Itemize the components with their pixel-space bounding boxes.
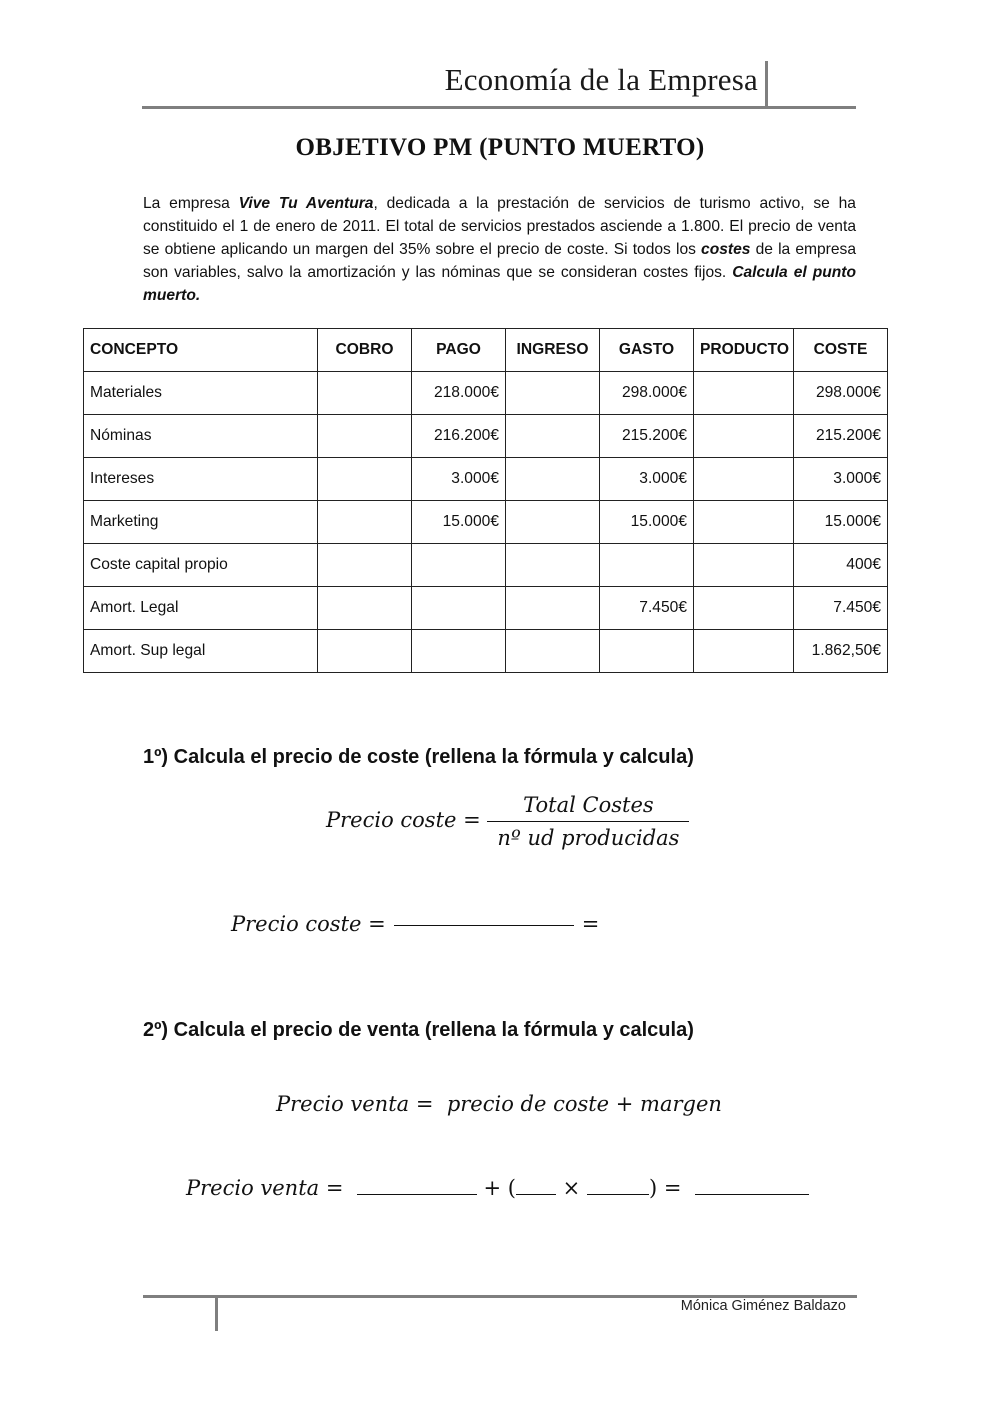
cost-table <box>83 328 888 673</box>
cost-price-fill-in <box>231 912 599 936</box>
table-cell <box>318 415 412 458</box>
table-cell: Intereses <box>84 458 318 501</box>
intro-text-2: , dedicada a la prestación de servicios de turismo activo, se ha constituido el 1 de enero de 2011. El total de servicios prestados asciende a 1.800. El precio de venta se obtiene aplicando un margen del 35% sobre el precio de coste. Si todos los <box>143 195 856 258</box>
question-2-heading: 2º) Calcula el precio de venta (rellena la fórmula y calcula) <box>143 1019 694 1041</box>
table-cell: 400€ <box>794 544 888 587</box>
table-cell: 3.000€ <box>600 458 694 501</box>
table-cell <box>694 372 794 415</box>
column-header: PRODUCTO <box>694 329 794 372</box>
table-cell: Marketing <box>84 501 318 544</box>
table-cell: 298.000€ <box>600 372 694 415</box>
table-cell: Amort. Sup legal <box>84 630 318 673</box>
sale-price-formula <box>276 1092 722 1116</box>
table-cell: 15.000€ <box>794 501 888 544</box>
table-cell <box>318 458 412 501</box>
times-sign: × <box>562 1176 581 1200</box>
table-cell <box>506 415 600 458</box>
table-row <box>84 415 888 458</box>
table-header-row <box>84 329 888 372</box>
formula-rhs: precio de coste + margen <box>446 1092 722 1116</box>
document-title: OBJETIVO PM (PUNTO MUERTO) <box>295 134 705 161</box>
table-cell <box>318 630 412 673</box>
intro-text-1: La empresa <box>143 195 239 212</box>
table-row <box>84 501 888 544</box>
header-rule <box>142 106 856 109</box>
column-header: CONCEPTO <box>84 329 318 372</box>
table-cell <box>412 630 506 673</box>
table-cell <box>506 458 600 501</box>
fraction-numerator: Total Costes <box>487 793 689 822</box>
table-cell <box>694 458 794 501</box>
company-name: Vive Tu Aventura <box>238 195 374 212</box>
table-row <box>84 630 888 673</box>
table-cell <box>600 544 694 587</box>
table-cell <box>412 544 506 587</box>
table-cell <box>318 372 412 415</box>
formula-fraction <box>487 793 689 850</box>
task-text: Calcula el punto muerto. <box>143 264 856 304</box>
table-row <box>84 587 888 630</box>
header-title: Economía de la Empresa <box>444 62 758 97</box>
sale-price-fill-in <box>186 1176 809 1200</box>
costes-word: costes <box>701 241 751 258</box>
formula-lhs: Precio coste = <box>326 808 481 832</box>
fraction-denominator: nº ud producidas <box>497 826 680 850</box>
table-cell: 1.862,50€ <box>794 630 888 673</box>
table-cell <box>506 372 600 415</box>
column-header: INGRESO <box>506 329 600 372</box>
table-cell <box>694 501 794 544</box>
answer-blank[interactable] <box>357 1176 477 1195</box>
table-cell <box>600 630 694 673</box>
table-cell: 7.450€ <box>794 587 888 630</box>
table-cell: Amort. Legal <box>84 587 318 630</box>
table-cell <box>318 587 412 630</box>
table-row <box>84 544 888 587</box>
table-cell: 216.200€ <box>412 415 506 458</box>
table-cell: 15.000€ <box>412 501 506 544</box>
fill-lhs: Precio venta = <box>186 1176 344 1200</box>
footer-author: Mónica Giménez Baldazo <box>680 1298 846 1314</box>
answer-blank[interactable] <box>587 1176 649 1195</box>
column-header: PAGO <box>412 329 506 372</box>
formula-lhs: Precio venta = <box>276 1092 434 1116</box>
table-cell: Materiales <box>84 372 318 415</box>
table-cell: 7.450€ <box>600 587 694 630</box>
table-cell <box>694 415 794 458</box>
header-vertical-bar <box>765 61 768 108</box>
table-row <box>84 372 888 415</box>
close-paren-equals: ) = <box>648 1176 682 1200</box>
answer-blank[interactable] <box>516 1176 556 1195</box>
answer-blank[interactable] <box>394 925 574 926</box>
plus-open-paren: + ( <box>483 1176 516 1200</box>
intro-text-3: de la empresa son variables, salvo la amortización y las nóminas que se consideran costes fijos. <box>143 241 857 281</box>
fill-lhs: Precio coste = <box>231 912 386 936</box>
table-cell <box>506 587 600 630</box>
question-1-heading: 1º) Calcula el precio de coste (rellena la fórmula y calcula) <box>143 746 694 768</box>
table-cell: 3.000€ <box>794 458 888 501</box>
table-cell <box>506 501 600 544</box>
table-cell: 3.000€ <box>412 458 506 501</box>
equals-sign: = <box>581 912 600 936</box>
table-cell <box>506 544 600 587</box>
table-cell: 215.200€ <box>794 415 888 458</box>
column-header: GASTO <box>600 329 694 372</box>
table-cell <box>318 544 412 587</box>
table-cell: 15.000€ <box>600 501 694 544</box>
cost-price-formula <box>326 793 689 850</box>
footer-vertical-bar <box>215 1297 218 1331</box>
table-cell <box>694 630 794 673</box>
table-cell: Coste capital propio <box>84 544 318 587</box>
table-cell <box>412 587 506 630</box>
table-cell: 215.200€ <box>600 415 694 458</box>
column-header: COBRO <box>318 329 412 372</box>
column-header: COSTE <box>794 329 888 372</box>
table-cell <box>506 630 600 673</box>
intro-paragraph <box>143 192 856 307</box>
table-cell: 218.000€ <box>412 372 506 415</box>
answer-blank[interactable] <box>695 1176 809 1195</box>
table-cell <box>694 544 794 587</box>
table-cell: Nóminas <box>84 415 318 458</box>
table-row <box>84 458 888 501</box>
table-cell: 298.000€ <box>794 372 888 415</box>
table-cell <box>318 501 412 544</box>
table-cell <box>694 587 794 630</box>
